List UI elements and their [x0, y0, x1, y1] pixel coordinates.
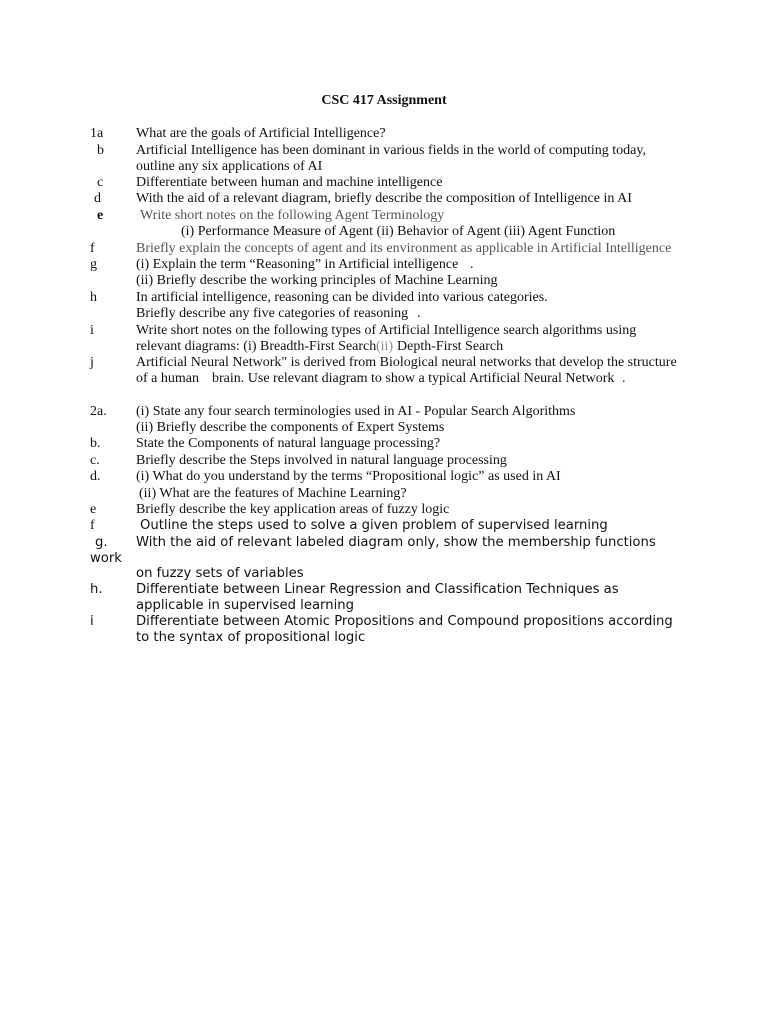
item-label: d.: [90, 469, 101, 484]
item-text: Artificial Intelligence has been dominant in various fields in the world of computing today,: [136, 143, 646, 158]
question-1b: [0, 143, 768, 160]
question-1i: [0, 323, 768, 340]
item-text: (i) State any four search terminologies used in AI - Popular Search Algorithms: [136, 404, 576, 419]
item-text: (i) Explain the term “Reasoning” in Artificial intelligence: [136, 257, 459, 272]
item-text: relevant diagrams: (i) Breadth-First Search: [136, 339, 377, 354]
item-text: brain. Use relevant diagram to show a typical Artificial Neural Network: [212, 371, 615, 386]
item-text: In artificial intelligence, reasoning can be divided into various categories.: [136, 290, 548, 305]
question-2f: [0, 518, 768, 535]
item-text: (ii) What are the features of Machine Learning?: [139, 486, 407, 501]
question-1j: [0, 355, 768, 372]
item-text: (ii) Briefly describe the working principles of Machine Learning: [136, 273, 498, 288]
item-text: Differentiate between Atomic Propositions and Compound propositions according: [136, 614, 673, 629]
item-text-trail: .: [622, 371, 626, 386]
item-label: d: [94, 191, 101, 206]
question-2c: [0, 453, 768, 470]
item-label: f: [90, 518, 95, 533]
item-text: State the Components of natural language processing?: [136, 436, 441, 451]
item-text: Briefly describe any five categories of reasoning: [136, 306, 409, 321]
question-1i-continued: [0, 339, 768, 356]
item-text: Differentiate between human and machine intelligence: [136, 175, 443, 190]
item-label: 1a: [90, 126, 104, 141]
question-2d: [0, 469, 768, 486]
question-2g-continued: [0, 566, 768, 583]
question-2a: [0, 404, 768, 421]
question-1a: [0, 126, 768, 143]
item-text-muted: (ii): [376, 339, 394, 354]
item-label: i: [90, 323, 94, 338]
item-label: h: [90, 290, 97, 305]
question-2b: [0, 436, 768, 453]
item-text: Briefly explain the concepts of agent and its environment as applicable in Artificial Intelligence: [136, 241, 672, 256]
item-text: applicable in supervised learning: [136, 598, 354, 613]
item-label: i: [90, 614, 94, 629]
question-2i-continued: [0, 630, 768, 647]
item-label: 2a.: [90, 404, 107, 419]
item-label: c.: [90, 453, 100, 468]
question-1f: [0, 241, 768, 258]
item-text: Briefly describe the key application areas of fuzzy logic: [136, 502, 450, 517]
question-2h: [0, 582, 768, 599]
item-text-trail: .: [470, 257, 474, 272]
item-text: With the aid of a relevant diagram, briefly describe the composition of Intelligence in AI: [136, 191, 632, 206]
item-label: f: [90, 241, 95, 256]
item-label: h.: [90, 582, 103, 597]
item-text: (ii) Briefly describe the components of Expert Systems: [136, 420, 445, 435]
question-1c: [0, 175, 768, 192]
item-label: g.: [95, 535, 108, 550]
question-1g-continued: [0, 273, 768, 290]
item-text: outline any six applications of AI: [136, 159, 323, 174]
question-1h: [0, 290, 768, 307]
question-1d: [0, 191, 768, 208]
item-text: Depth-First Search: [397, 339, 504, 354]
item-text: Outline the steps used to solve a given problem of supervised learning: [140, 518, 608, 533]
item-text: With the aid of relevant labeled diagram only, show the membership functions: [136, 535, 656, 550]
item-label: g: [90, 257, 97, 272]
item-text: Briefly describe the Steps involved in natural language processing: [136, 453, 507, 468]
item-text: of a human: [136, 371, 199, 386]
item-text: (i) What do you understand by the terms “Propositional logic” as used in AI: [136, 469, 561, 484]
question-1j-continued: [0, 371, 768, 388]
item-text: Artificial Neural Network" is derived from Biological neural networks that develop the structure: [136, 355, 677, 370]
question-2g: [0, 535, 768, 552]
item-text: What are the goals of Artificial Intelligence?: [136, 126, 386, 141]
question-1e: [0, 208, 768, 225]
item-text: to the syntax of propositional logic: [136, 630, 366, 645]
item-text-wrap: work: [90, 551, 122, 566]
item-text: on fuzzy sets of variables: [136, 566, 304, 581]
item-label: j: [90, 355, 94, 370]
item-text: Write short notes on the following Agent Terminology: [140, 208, 445, 223]
item-label: e: [90, 502, 97, 517]
item-label: b.: [90, 436, 101, 451]
question-1h-continued: [0, 306, 768, 323]
item-text: Write short notes on the following types of Artificial Intelligence search algorithms using: [136, 323, 637, 338]
question-2a-continued: [0, 420, 768, 437]
question-1e-continued: [0, 224, 768, 241]
item-text: (i) Performance Measure of Agent (ii) Behavior of Agent (iii) Agent Function: [181, 224, 616, 239]
item-label: c: [97, 175, 104, 190]
question-2i: [0, 614, 768, 631]
question-2h-continued: [0, 598, 768, 615]
item-label: e: [97, 208, 104, 223]
item-text-trail: .: [417, 306, 421, 321]
question-2d-continued: [0, 486, 768, 503]
question-1g: [0, 257, 768, 274]
question-2e: [0, 502, 768, 519]
page-title: CSC 417 Assignment: [321, 93, 447, 108]
question-1b-continued: [0, 159, 768, 176]
item-label: b: [97, 143, 104, 158]
item-text: Differentiate between Linear Regression and Classification Techniques as: [136, 582, 619, 597]
